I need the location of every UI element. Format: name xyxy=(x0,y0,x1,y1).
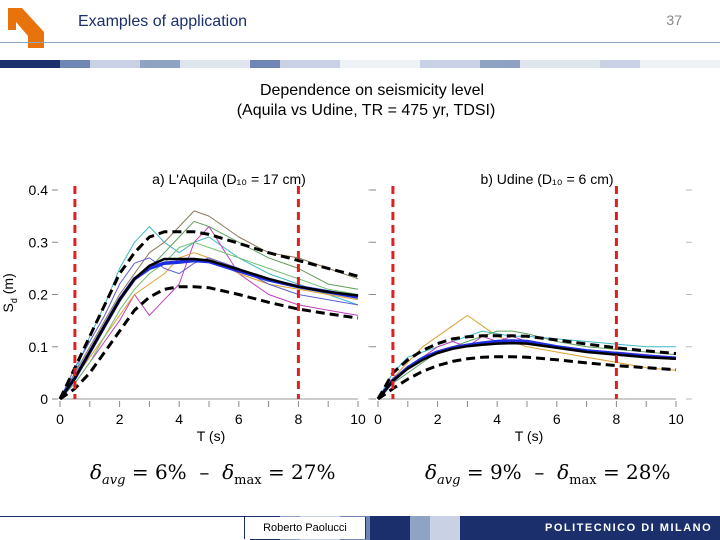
formula-udine: $\delta_{avg} = 9\% - \delta_{max} = 28\%$ xyxy=(425,460,671,488)
series-line-lower-7 xyxy=(378,357,676,399)
x-tick-label: 4 xyxy=(493,411,502,427)
page-number: 37 xyxy=(666,12,682,28)
formula-aquila: $\delta_{avg} = 6\% - \delta_{max} = 27\%$ xyxy=(90,460,336,488)
chart-laquila xyxy=(0,170,370,455)
y-axis-label: $S_d$ (m) xyxy=(0,273,19,313)
institution-name: POLITECNICO DI MILANO xyxy=(545,522,713,534)
header-rule xyxy=(0,42,720,43)
x-tick-label: 2 xyxy=(433,411,442,427)
author-name: Roberto Paolucci xyxy=(244,517,366,539)
x-tick-label: 0 xyxy=(56,411,64,427)
x-tick-label: 8 xyxy=(294,411,303,427)
y-tick-label: 0.4 xyxy=(28,182,48,198)
decorative-stripe xyxy=(0,60,720,68)
y-tick-label: 0.1 xyxy=(28,338,48,355)
slide-subtitle-line1: Dependence on seismicity level xyxy=(259,82,485,99)
y-tick-label: 0.3 xyxy=(28,234,48,251)
x-tick-label: 6 xyxy=(234,411,243,427)
series-line-record-1 xyxy=(60,227,358,399)
chart-title: a) L'Aquila (D₁₀ = 17 cm) xyxy=(152,171,306,187)
x-tick-label: 4 xyxy=(175,411,184,427)
series-line-record-0 xyxy=(60,227,358,399)
chart-udine xyxy=(362,170,702,455)
x-tick-label: 2 xyxy=(115,411,124,427)
x-tick-label: 0 xyxy=(374,411,382,427)
x-tick-label: 8 xyxy=(612,411,621,427)
y-tick-label: 0 xyxy=(40,391,48,407)
series-line-mean-7 xyxy=(60,261,358,400)
x-tick-label: 6 xyxy=(552,411,561,427)
x-axis-label: T (s) xyxy=(196,428,226,444)
footer xyxy=(0,516,720,540)
x-tick-label: 10 xyxy=(350,411,366,427)
slide-subtitle-line2: (Aquila vs Udine, TR = 475 yr, TDSI) xyxy=(236,102,496,119)
x-tick-label: 10 xyxy=(668,411,684,427)
x-axis-label: T (s) xyxy=(514,428,544,444)
chart-title: b) Udine (D₁₀ = 6 cm) xyxy=(480,171,614,187)
series-line-mean-4 xyxy=(378,341,676,399)
header-title: Examples of application xyxy=(78,13,247,30)
y-tick-label: 0.2 xyxy=(28,286,48,303)
